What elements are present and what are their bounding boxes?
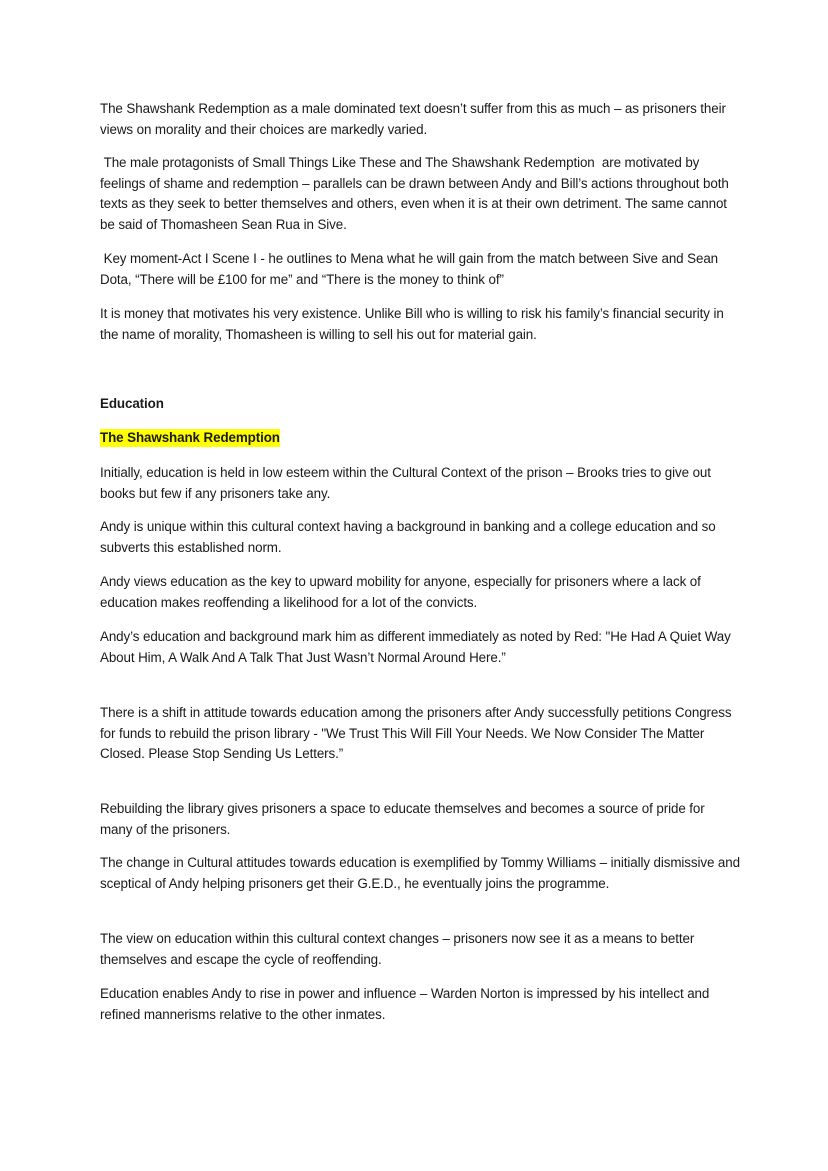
paragraph-red-quote: Andy’s education and background mark him as different immediately as noted by Red: "He Had A Quiet Way About Him, A Walk And A Talk That Just Wasn’t Normal Around Here.”	[100, 629, 731, 665]
paragraph-tommy-williams: The change in Cultural attitudes towards education is exemplified by Tommy Williams – initially dismissive and sceptical of Andy helping prisoners get their G.E.D., he eventually joins the programme.	[100, 855, 740, 891]
paragraph-library-petition: There is a shift in attitude towards education among the prisoners after Andy successfully petitions Congress for funds to rebuild the prison library - "We Trust This Will Fill Your Needs. We Now Consider The Matter Closed. Please Stop Sending Us Letters.”	[100, 705, 732, 761]
subheading-container	[100, 428, 740, 449]
section-heading-education: Education	[100, 396, 164, 411]
highlighted-subheading-shawshank: The Shawshank Redemption	[100, 430, 280, 445]
paragraph-view-changes: The view on education within this cultural context changes – prisoners now see it as a means to better themselves and escape the cycle of reoffending.	[100, 931, 695, 967]
paragraph-key-moment: Key moment-Act I Scene I - he outlines to Mena what he will gain from the match between Sive and Sean Dota, “There will be £100 for me” and “There is the money to think of”	[100, 251, 722, 287]
paragraph-education-low-esteem: Initially, education is held in low esteem within the Cultural Context of the prison – Brooks tries to give out books but few if any prisoners take any.	[100, 465, 711, 501]
paragraph-money-motivates: It is money that motivates his very existence. Unlike Bill who is willing to risk his family’s financial security in the name of morality, Thomasheen is willing to sell his out for material gain.	[100, 306, 724, 342]
paragraph-warden-norton: Education enables Andy to rise in power and influence – Warden Norton is impressed by his intellect and refined mannerisms relative to the other inmates.	[100, 986, 710, 1022]
paragraph-rebuilding-library: Rebuilding the library gives prisoners a space to educate themselves and becomes a source of pride for many of the prisoners.	[100, 801, 705, 837]
paragraph-upward-mobility: Andy views education as the key to upward mobility for anyone, especially for prisoners where a lack of education makes reoffending a likelihood for a lot of the convicts.	[100, 574, 701, 610]
paragraph-andy-unique: Andy is unique within this cultural context having a background in banking and a college education and so subverts this established norm.	[100, 519, 716, 555]
paragraph-shawshank-male-text: The Shawshank Redemption as a male dominated text doesn’t suffer from this as much – as prisoners their views on morality and their choices are markedly varied.	[100, 101, 726, 137]
paragraph-male-protagonists: The male protagonists of Small Things Like These and The Shawshank Redemption are motivated by feelings of shame and redemption – parallels can be drawn between Andy and Bill’s actions throughout both texts as they seek to better themselves and others, even when it is at their own detriment. The same cannot be said of Thomasheen Sean Rua in Sive.	[100, 155, 733, 232]
